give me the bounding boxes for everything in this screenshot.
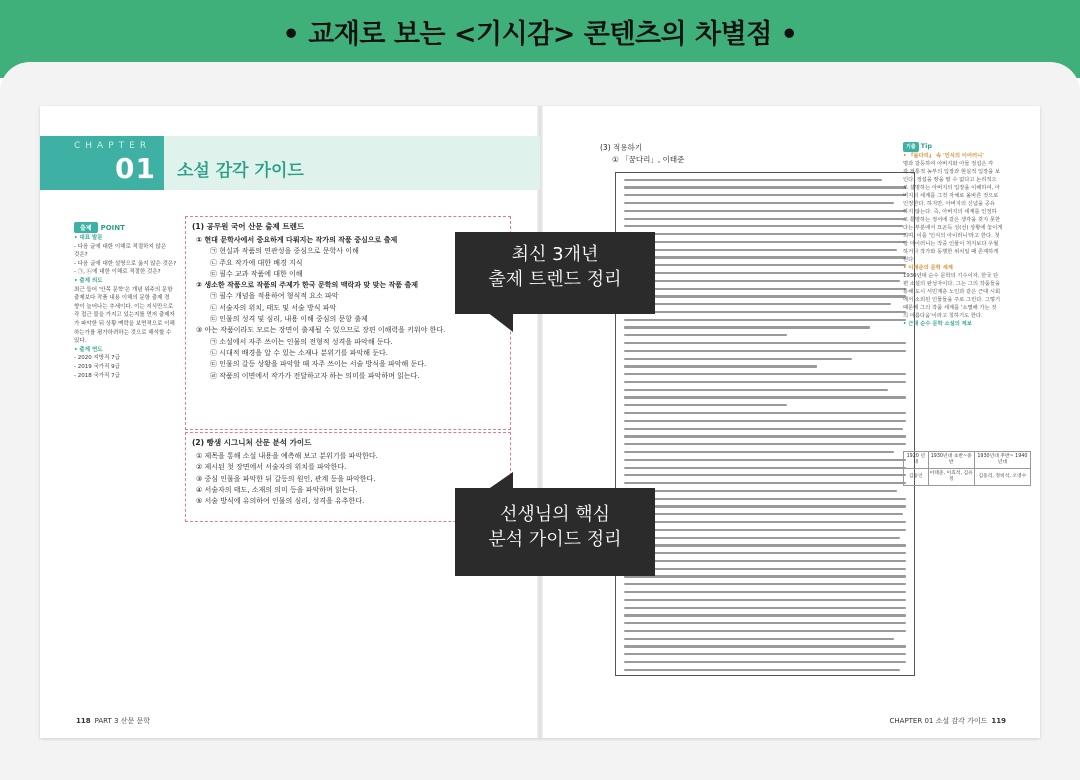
passage-line [624,334,787,336]
passage-box [615,172,915,676]
passage-line [624,575,906,577]
point-section-heading: • 출제 의도 [74,277,103,284]
trend-item: ㉠ 필수 개념을 적용하여 형식적 요소 파악 [210,292,339,301]
point-section-line: - 다음 글에 대한 설명으로 옳지 않은 것은? [74,260,177,267]
passage-line [624,498,906,500]
point-section-line: - 2019 국가직 9급 [74,363,120,370]
tip-section-heading: • 이태준의 문학 세계 [903,265,953,271]
passage-line [624,350,906,352]
passage-line [624,256,906,258]
passage-line [624,202,894,204]
passage-line [624,233,906,235]
tip-section-line: 버지의 세계를 그것 자체로 올바른 것으로 [903,193,999,199]
passage-line [624,303,891,305]
tip-section-line: 에서 소외된 인물들을 주로 그린다. 그렇기 [903,297,1001,303]
passage-line [624,529,906,531]
passage-line [624,474,906,476]
passage-line [624,249,897,251]
left-page-number: 118 [76,717,91,725]
point-section-line: 있다. [74,338,87,345]
trend-item: ㉢ 인물의 성격 및 심리, 내용 이해 중심의 문항 출제 [210,315,368,324]
trend-item: ② 생소한 작품으로 작품의 주제가 한국 문학의 맥락과 맞 맞는 작품 출제 [196,281,419,290]
point-label: POINT [100,224,125,232]
guide-item: ① 제목을 통해 소설 내용을 예측해 보고 분위기를 파악한다. [196,452,378,460]
passage-line [624,358,852,360]
lineage-row [904,452,1031,469]
passage-line [624,218,906,220]
tip-section-heading: • 『돌다리』 속 '인식의 이어러니' [903,153,984,159]
passage-line [624,505,906,507]
lineage-cell: 1920 년대 [904,452,929,469]
tip-section-line: 의 아름다움'이라고 칭하기도 한다. [903,313,983,319]
lineage-table [903,451,1031,486]
passage-line [624,630,906,632]
guide-item: ③ 중심 인물을 파악한 뒤 갈등의 원인, 관계 등을 파악한다. [196,474,376,483]
passage-line [624,396,906,398]
passage-line [624,521,906,523]
passage-line [624,428,903,430]
point-section-line: 향이 늘어나는 추세이다. 이는 지식만으로 [74,303,174,310]
point-section-line: 최근 들어 '안목 문학'은 개념 위주의 문항 [74,286,173,293]
point-section-line: - 2020 지방직 7급 [74,355,120,362]
trend-item: ㉢ 인물의 갈등 상황을 파악할 때 자주 쓰이는 서술 방식을 파악해 둔다. [210,360,427,369]
passage-line [624,179,882,181]
passage-line [624,381,906,383]
tip-section-line: 편 소설의 완성자이다. 그는 그의 작품들을 [903,281,1001,287]
passage-line [624,537,900,539]
apply-heading [600,142,684,166]
tip-label: Tip [920,142,932,150]
passage-line [624,373,906,375]
passage-line [624,443,906,445]
trend-box-title: (1) 공무원 국어 산문 출제 트렌드 [192,222,305,231]
callout-trend-line1: 최신 3개년 [511,244,599,265]
tip-section-line: 각 전통적 농부의 입장과 현실적 입장을 보 [903,169,1001,175]
guide-item: ② 제시된 첫 장면에서 서술자의 위치를 파악한다. [196,463,347,472]
passage-line [624,459,906,461]
tip-section-line: 하거나 작가와 동행한 위치일 때 존재하게 [903,249,999,255]
chapter-label: CHAPTER [74,141,152,151]
point-section-line: 가 파악한 뒤 상황 맥락을 보면적으로 이해 [74,320,175,327]
passage-line [624,280,900,282]
tip-section-line: 1930년대 순수 문학의 기수이자, 한국 단 [903,273,999,279]
passage-line [624,389,888,391]
book-gutter [537,106,543,738]
tip-section-line: 다는 부분에서 묘곤득 성(선) 상황에 놓이게 [903,225,1003,231]
tip-badge: 기출 [903,142,919,152]
tip-section-line: 당 아이러니는 작중 인물이 처지보다 우월 [903,241,999,247]
passage-line [624,467,906,469]
callout-trend [455,232,655,314]
callout-guide-line1: 선생님의 핵심 [499,504,611,525]
passage-line [624,365,817,367]
guide-box-title: (2) 빵샘 시그니처 산문 분석 가이드 [192,438,312,447]
point-section-heading: • 대표 발문 [74,235,103,241]
point-section-line: 것은? [74,252,88,259]
lineage-row [904,469,1031,486]
passage-line [624,319,906,321]
callout-trend-line2: 출제 트렌드 정리 [488,269,622,290]
trend-item: ㉠ 현실과 작품의 연관성을 중심으로 문학사 이해 [210,247,359,256]
tip-section-heading: • 근대 순수 문학 소설의 계보 [903,321,972,327]
callout-guide [455,488,655,576]
right-page-number: 119 [991,717,1006,725]
passage-line [624,560,906,562]
trend-item: ㉠ 소설에서 자주 쓰이는 인물의 전형적 성격을 파악해 둔다. [210,337,393,346]
passage-line [624,404,787,406]
point-section-line: - 2018 국가직 7급 [74,372,120,379]
passage-line [624,583,906,585]
passage-line [624,513,903,515]
banner-title: • 교재로 보는 <기시감> 콘텐츠의 차별점 • [282,19,798,50]
tip-section-line: 때문에 그의 작품 세계를 '소멸해 가는 것 [903,305,997,311]
passage-line [624,591,906,593]
tip-header [903,142,1033,152]
tip-section-line: 로 설명하는 아버지의 입장을 이해하여, 아 [903,185,1001,191]
passage-line [624,661,906,663]
passage-line [624,342,906,344]
chapter-title: 소설 감각 가이드 [177,161,304,181]
apply-title: (3) 적용하기 [600,143,642,152]
trend-item: ③ 아는 작품이라도 모르는 장면이 출제될 수 있으므로 장편 이해력을 키워야 한다. [196,326,446,335]
point-section-line: - ㉠, ㉡에 대한 이해로 적절한 것은? [74,269,161,276]
callout-trend-tail [487,312,513,332]
point-section-line: 하는가를 평가하려하는 것으로 해석할 수 [74,329,172,336]
point-section-line: 각 접근 불을 가지고 있는지를 먼저 출제자 [74,312,175,319]
book-spread [40,106,1040,738]
passage-line [624,186,906,188]
tip-section-line: 하지 않는다. 즉, 아버지의 세계를 인정하 [903,209,997,215]
guide-item: ④ 서술자의 태도, 소재의 의미 등을 파악하며 읽는다. [196,485,358,494]
passage-line [624,614,906,616]
passage-line [624,295,906,297]
passage-line [624,568,906,570]
lineage-cell: 1930년대 후반~ 1940년대 [974,452,1030,469]
passage-line [624,326,870,328]
point-badge: 출제 [74,222,98,233]
trend-item: ㉣ 작품의 이면에서 작가가 전달하고자 하는 의미를 파악하며 읽는다. [210,371,420,380]
passage-line [624,552,906,554]
chapter-number: 01 [115,152,156,185]
trend-item: ① 현대 문학사에서 중요하게 다뤄지는 작가의 작품 중심으로 출제 [196,236,398,244]
passage-line [624,194,906,196]
tip-section-line: 된다. [903,257,915,263]
passage-line [624,264,906,266]
point-section-line: - 다음 글에 대한 이해로 적절하지 않은 [74,243,167,250]
lineage-cell: 김동리, 정비석, 오영수 [974,469,1030,486]
passage-line [624,544,906,546]
passage-line [624,599,906,601]
passage-line [624,451,894,453]
point-section-line: 출제보다 작품 내용 이해의 문항 출제 경 [74,295,170,302]
point-box-header [74,222,125,233]
tip-section-line: 인정한다. 하지만, 아버지의 신념을 공유 [903,201,995,207]
passage-line [624,482,906,484]
guide-item: ⑤ 서술 방식에 유의하여 인물의 심리, 성격을 유추한다. [196,497,365,506]
point-box [74,234,180,380]
passage-line [624,311,906,313]
trend-item: ㉡ 시대적 배경을 알 수 있는 소재나 분위기를 파악해 둔다. [210,348,389,357]
left-footer-text: PART 3 산문 문학 [94,717,150,725]
trend-item: ㉡ 주요 작가에 대한 배경 지식 [210,258,303,267]
point-section-heading: • 출제 연도 [74,346,103,353]
passage-line [624,420,906,422]
tip-section-line: 되며, 이를 '인식의 아이러니'라고 한다. 첫 [903,233,1000,239]
passage-line [624,607,906,609]
passage-line [624,241,906,243]
left-footer [76,716,150,726]
tip-section-line: 명과 갈등하여 아버지와 아들 정섭은 각 [903,161,994,167]
callout-guide-line2: 분석 가이드 정리 [488,529,622,550]
passage-line [624,490,897,492]
tip-section-line: 통해 도시 서민계층 노인과 같은 근대 시회 [903,289,1001,295]
trend-item: ㉢ 필수 교과 작품에 대한 이해 [210,269,303,278]
right-footer [890,716,1007,726]
trend-item: ㉡ 서술자의 위치, 태도 및 서술 방식 파악 [210,303,337,312]
lineage-cell: 이태준, 이효석, 김유정 [928,469,974,486]
apply-subtitle: ① 「꿈다리」, 이태준 [612,155,685,164]
passage-line [624,645,906,647]
passage-line [624,653,906,655]
lineage-cell: 1930년대 초반~중반 [928,452,974,469]
passage-line [624,272,906,274]
right-footer-text: CHAPTER 01 소설 감각 가이드 [889,717,988,725]
lineage-cell: 김동인 [904,469,929,486]
passage-line [624,638,894,640]
tip-box [903,142,1033,328]
passage-line [624,622,906,624]
passage-line [624,288,906,290]
tip-section-line: 인다. 정섭을 땅을 팔 수 없다고 논리적으 [903,177,997,183]
passage-line [624,669,900,671]
passage-line [624,435,906,437]
tip-section-line: 고 통명하는 정서에 같은 생각을 갖지 못한 [903,217,1001,223]
passage-line [624,210,906,212]
passage-line [624,225,903,227]
passage-line [624,412,906,414]
